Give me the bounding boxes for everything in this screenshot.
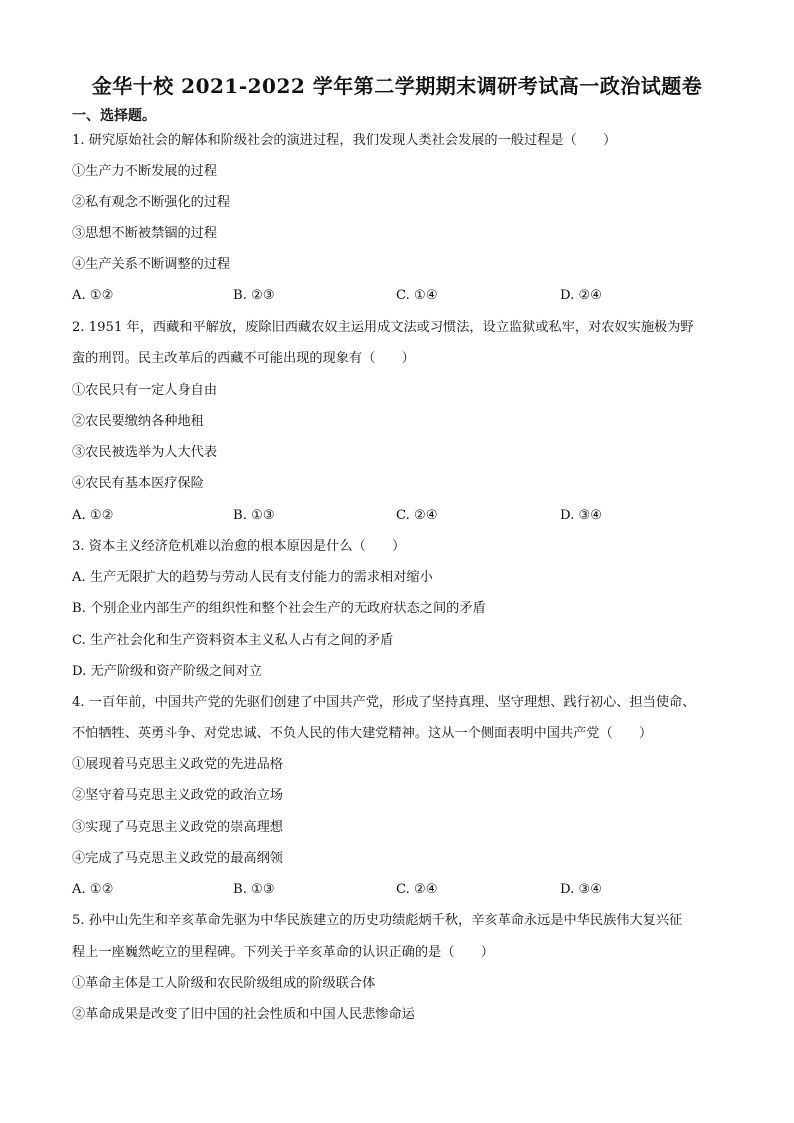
question-4-option-c: C. ②④ — [396, 882, 438, 897]
question-3-option-d: D. 无产阶级和资产阶级之间对立 — [72, 664, 262, 679]
question-1-option-b: B. ②③ — [233, 288, 275, 303]
question-4-option-b: B. ①③ — [233, 882, 275, 897]
question-2-item-4: ④农民有基本医疗保险 — [72, 476, 204, 491]
question-4-option-a: A. ①② — [72, 882, 114, 897]
question-1-option-a: A. ①② — [72, 288, 114, 303]
question-2-stem-line-2: 蛮的刑罚。民主改革后的西藏不可能出现的现象有（ ） — [72, 351, 415, 366]
question-2-option-b: B. ①③ — [233, 508, 275, 523]
question-5-item-2: ②革命成果是改变了旧中国的社会性质和中国人民悲惨命运 — [72, 1007, 415, 1022]
question-2-option-a: A. ①② — [72, 508, 114, 523]
question-4-stem-line-1: 4. 一百年前，中国共产党的先驱们创建了中国共产党，形成了坚持真理、坚守理想、践行初心、担当使命、 — [72, 695, 696, 710]
question-3-stem-line-1: 3. 资本主义经济危机难以治愈的根本原因是什么（ ） — [72, 539, 406, 554]
question-2-option-d: D. ③④ — [560, 508, 603, 523]
question-2-item-3: ③农民被选举为人大代表 — [72, 445, 218, 460]
question-4-item-3: ③实现了马克思主义政党的崇高理想 — [72, 820, 283, 835]
question-1-item-2: ②私有观念不断强化的过程 — [72, 195, 231, 210]
question-4-item-2: ②坚守着马克思主义政党的政治立场 — [72, 788, 283, 803]
question-4-stem-line-2: 不怕牺牲、英勇斗争、对党忠诚、不负人民的伟大建党精神。这从一个侧面表明中国共产党（ ） — [72, 726, 653, 741]
question-1-option-c: C. ①④ — [396, 288, 438, 303]
question-5-stem-line-1: 5. 孙中山先生和辛亥革命先驱为中华民族建立的历史功绩彪炳千秋，辛亥革命永远是中华民族伟大复兴征 — [72, 913, 683, 928]
question-1-option-d: D. ②④ — [560, 288, 603, 303]
question-2-option-c: C. ②④ — [396, 508, 438, 523]
question-5-item-1: ①革命主体是工人阶级和农民阶级组成的阶级联合体 — [72, 976, 376, 991]
question-4-item-1: ①展现着马克思主义政党的先进品格 — [72, 757, 283, 772]
question-1-item-1: ①生产力不断发展的过程 — [72, 164, 218, 179]
question-2-stem-line-1: 2. 1951 年，西藏和平解放，废除旧西藏农奴主运用成文法或习惯法，设立监狱或私牢，对农奴实施极为野 — [72, 320, 694, 335]
question-1-stem-line-1: 1. 研究原始社会的解体和阶级社会的演进过程，我们发现人类社会发展的一般过程是（ ） — [72, 133, 617, 148]
question-3-option-c: C. 生产社会化和生产资料资本主义私人占有之间的矛盾 — [72, 633, 394, 648]
question-2-item-2: ②农民要缴纳各种地租 — [72, 414, 204, 429]
page-title: 金华十校 2021-2022 学年第二学期期末调研考试高一政治试题卷 — [91, 74, 703, 98]
section-heading: 一、选择题。 — [72, 108, 156, 124]
question-1-item-3: ③思想不断被禁锢的过程 — [72, 226, 218, 241]
question-3-option-a: A. 生产无限扩大的趋势与劳动人民有支付能力的需求相对缩小 — [72, 570, 433, 585]
question-5-stem-line-2: 程上一座巍然屹立的里程碑。下列关于辛亥革命的认识正确的是（ ） — [72, 945, 494, 960]
question-2-item-1: ①农民只有一定人身自由 — [72, 383, 218, 398]
question-4-item-4: ④完成了马克思主义政党的最高纲领 — [72, 851, 283, 866]
question-1-item-4: ④生产关系不断调整的过程 — [72, 257, 231, 272]
question-4-option-d: D. ③④ — [560, 882, 603, 897]
question-3-option-b: B. 个别企业内部生产的组织性和整个社会生产的无政府状态之间的矛盾 — [72, 601, 486, 616]
